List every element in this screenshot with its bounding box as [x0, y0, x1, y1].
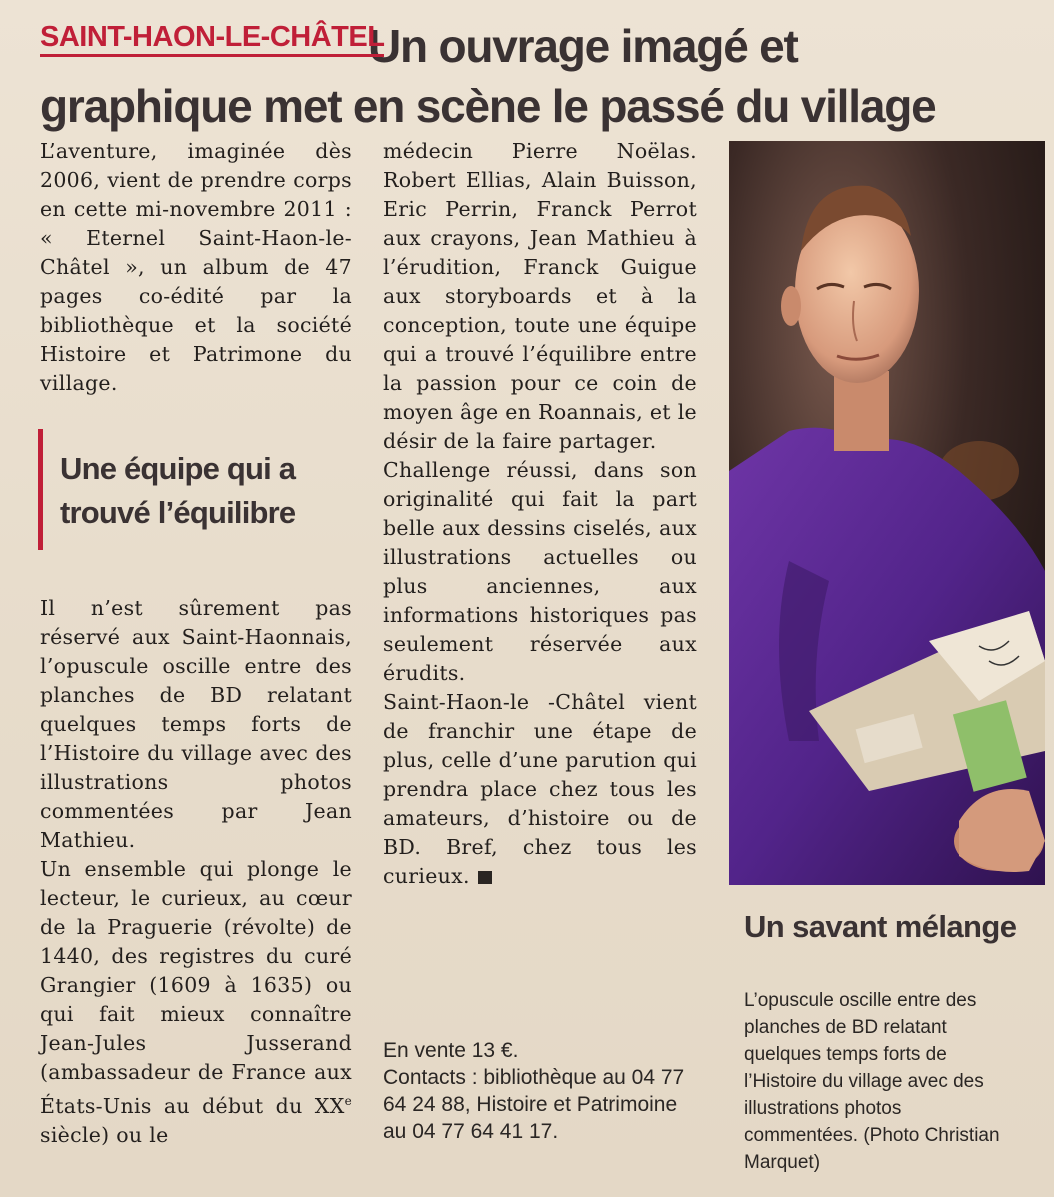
body-paragraph-3: médecin Pierre Noëlas. Robert Ellias, Alain Buisson, Eric Perrin, Franck Perrot aux crayons, Jean Mathieu à l’érudition, Franck Guigue aux storyboards et à la conception, toute une équipe qui a trouvé l’équilibre entre la passion pour ce coin de moyen âge en Roannais, et le désir de la faire partager. [383, 139, 697, 453]
section-tag: SAINT-HAON-LE-CHÂTEL [40, 20, 384, 57]
end-mark-icon [478, 871, 492, 884]
body-paragraph-4: Challenge réussi, dans son originalité qui fait la part belle aux dessins ciselés, aux illustrations actuelles ou plus anciennes, aux informations historiques pas seulement réservée aux érudits. [383, 458, 697, 685]
info-box [383, 1037, 703, 1145]
caption-title: Un savant mélange [744, 909, 1017, 944]
subhead-box [38, 429, 363, 550]
article-photo [729, 141, 1045, 885]
body-paragraph-2: Un ensemble qui plonge le lecteur, le curieux, au cœur de la Praguerie (révolte) de 1440, des registres du curé Grangier (1609 à 1635) ou qui fait mieux connaître Jean-Jules Jusserand (ambassadeur de France aux États-Unis au début du XXe siècle) ou le [40, 857, 352, 1147]
body-column-1 [40, 594, 352, 1150]
subhead: Une équipe qui a trouvé l’équilibre [60, 451, 296, 530]
intro-column [40, 137, 352, 398]
headline-line-2: graphique met en scène le passé du village [40, 80, 936, 132]
body-paragraph-5: Saint-Haon-le -Châtel vient de franchir une étape de plus, celle d’une parution qui prendra place chez tous les amateurs, d’histoire ou de BD. Bref, chez tous les curieux. [383, 690, 697, 888]
photo-caption: L’opuscule oscille entre des planches de BD relatant quelques temps forts de l’Histoire du village avec des illustrations photos commentées. (Photo Christian Marquet) [744, 990, 1000, 1173]
price-text: En vente 13 €. [383, 1039, 519, 1062]
contacts-text: Contacts : bibliothèque au 04 77 64 24 88, Histoire et Patrimoine au 04 77 64 41 17. [383, 1066, 685, 1143]
body-paragraph-1: Il n’est sûrement pas réservé aux Saint-Haonnais, l’opuscule oscille entre des planches de BD relatant quelques temps forts de l’Histoire du village avec des illustrations photos commentées par Jean Mathieu. [40, 596, 352, 852]
body-column-2 [383, 137, 697, 891]
headline-line-1: Un ouvrage imagé et [368, 20, 798, 72]
photo-man-reading-album [729, 141, 1045, 885]
intro-paragraph: L’aventure, imaginée dès 2006, vient de prendre corps en cette mi-novembre 2011 : « Eternel Saint-Haon-le-Châtel », un album de 47 pages co-édité par la bibliothèque et la société Histoire et Patrimone du village. [40, 139, 352, 395]
